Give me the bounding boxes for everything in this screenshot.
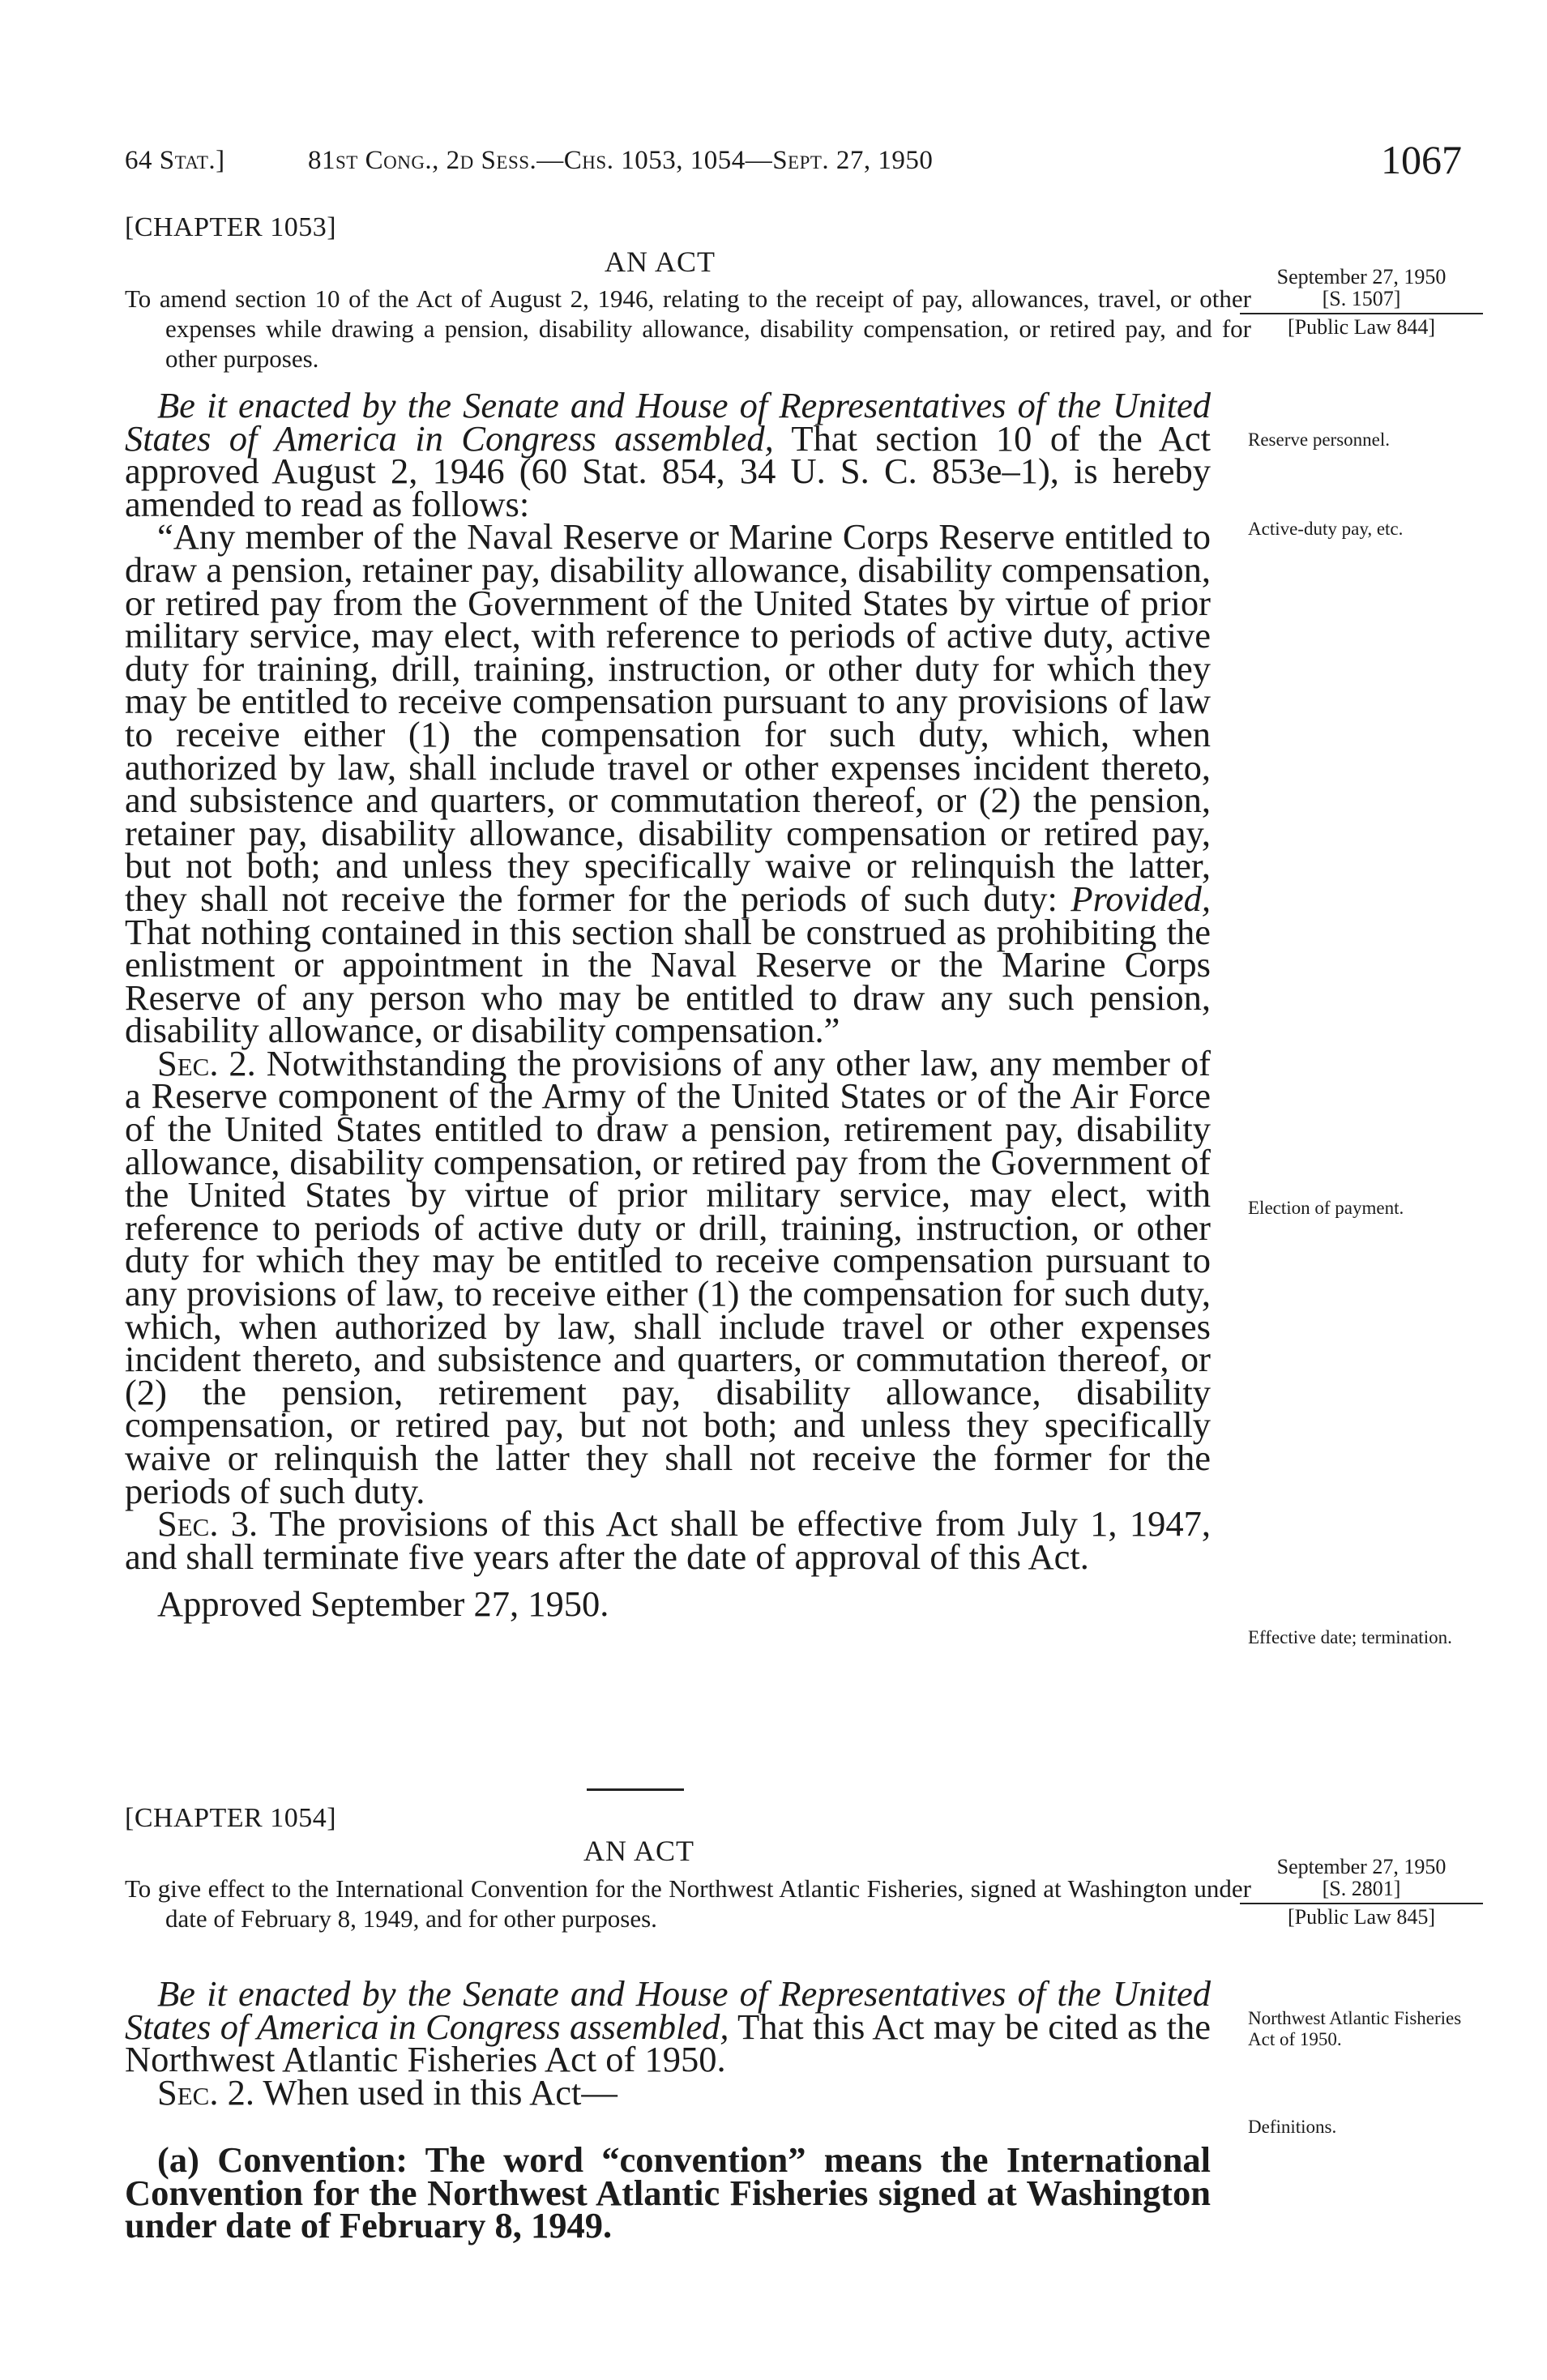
chapter-1053-quoted-part1: “Any member of the Naval Reserve or Marine Corps Reserve entitled to draw a pension, retainer pay, disability allowance, disability compensation, or retired pay from the Government of the United States by virtue of prior military service, may elect, with reference to periods of active duty, active duty for training, drill, training, instruction, or other duty for which they may be entitled to receive compensation pursuant to any provisions of law to receive either (1) the compensation for such duty, which, when authorized by law, shall include travel or other expenses incident thereto, and subsistence and quarters, or commutation thereof, or (2) the pension, retainer pay, disability allowance, disability compensation or retired pay, but not both; and unless they specifically waive or relinquish the latter, they shall not receive the former for the periods of such duty:	[125, 516, 1211, 919]
chapter-1053-side-reference	[1240, 266, 1483, 338]
chapter-1054-body	[125, 1973, 1211, 2113]
chapter-separator-rule	[587, 1788, 684, 1791]
chapter-1053-section-3	[125, 1503, 1211, 1577]
chapter-1053-label: [CHAPTER 1053]	[125, 212, 337, 242]
chapter-1053-enacting-rest: That section 10 of the Act approved August 2, 1946 (60 Stat. 854, 34 U. S. C. 853e–1), is hereby amended to read as follows:	[125, 417, 1212, 524]
chapter-1053-side-bill: [S. 1507]	[1322, 287, 1401, 310]
margin-note-effective-date: Effective date; termination.	[1248, 1627, 1452, 1647]
chapter-1053-section-2	[125, 1042, 1211, 1511]
margin-note-definitions: Definitions.	[1248, 2117, 1337, 2137]
chapter-1053-long-title: To amend section 10 of the Act of August 2, 1946, relating to the receipt of pay, allowances, travel, or other expenses while drawing a pension, disability allowance, disability compensation, or retired pay, and for other purposes.	[125, 284, 1251, 373]
chapter-1053-sec2-label: Sec. 2.	[157, 1042, 256, 1083]
chapter-1053-amended-section	[125, 516, 1211, 1051]
chapter-1053-sec3-text: The provisions of this Act shall be effective from July 1, 1947, and shall terminate five years after the date of approval of this Act.	[125, 1503, 1211, 1577]
page-number: 1067	[1381, 137, 1462, 182]
chapter-1054-side-bill: [S. 2801]	[1322, 1877, 1401, 1900]
chapter-1053-side-date: September 27, 1950	[1276, 265, 1447, 288]
chapter-1054-enacting-italic: Be it enacted by the Senate and House of Representatives of the United States of America in Congress assembled,	[125, 1973, 1211, 2047]
chapter-1054-enacting-rest: That this Act may be cited as the Northwest Atlantic Fisheries Act of 1950.	[125, 2006, 1211, 2080]
chapter-1054-side-date: September 27, 1950	[1276, 1855, 1447, 1878]
chapter-1054-enacting-clause	[125, 1973, 1211, 2080]
running-header-volume: 64 Stat.]	[125, 146, 225, 175]
chapter-1054-label: [CHAPTER 1054]	[125, 1803, 337, 1833]
chapter-1053-enacting-italic: Be it enacted by the Senate and House of Representatives of the United States of America in Congress assembled,	[125, 385, 1211, 459]
chapter-1053-approved: Approved September 27, 1950.	[157, 1583, 609, 1625]
margin-note-election-of-payment: Election of payment.	[1248, 1198, 1404, 1218]
chapter-1054-sec2-label: Sec. 2.	[157, 2071, 254, 2113]
margin-note-active-duty-pay: Active-duty pay, etc.	[1248, 519, 1404, 539]
chapter-1053-enacting-clause	[125, 385, 1212, 524]
chapter-1053-body	[125, 385, 1212, 1625]
chapter-1053-act-title: AN ACT	[605, 246, 716, 278]
chapter-1053-sec2-text: Notwithstanding the provisions of any other law, any member of a Reserve component of the Army of the United States or of the Air Force of the United States entitled to draw a pension, retirement pay, disability allowance, disability compensation, or retired pay from the Government of the United States by virtue of prior military service, may elect, with reference to periods of active duty or drill, training, instruction, or other duty for which they may be entitled to receive compensation pursuant to any provisions of law, to receive either (1) the compensation for such duty, which, when authorized by law, shall include travel or other expenses incident thereto, and subsistence and quarters, or commutation thereof, or (2) the pension, retirement pay, disability allowance, disability compensation, or retired pay, but not both; and unless they specifically waive or relinquish the latter they shall not receive the former for the periods of such duty.	[125, 1042, 1211, 1511]
chapter-1054-definition-a-block	[125, 2139, 1211, 2246]
chapter-1053-sec3-label: Sec. 3.	[157, 1503, 259, 1545]
running-header-session: 81st Cong., 2d Sess.—Chs. 1053, 1054—Sept. 27, 1950	[308, 146, 934, 175]
margin-note-reserve-personnel: Reserve personnel.	[1248, 429, 1390, 450]
chapter-1054-act-title: AN ACT	[583, 1835, 695, 1867]
chapter-1053-quoted-part2: That nothing contained in this section shall be construed as prohibiting the enlistment or appointment in the Naval Reserve or the Marine Corps Reserve of any person who may be entitled to draw any such pension, disability allowance, or disability compensation.”	[125, 911, 1211, 1051]
chapter-1054-side-law: [Public Law 845]	[1240, 1903, 1483, 1928]
chapter-1054-section-2	[125, 2071, 1211, 2113]
chapter-1054-long-title: To give effect to the International Convention for the Northwest Atlantic Fisheries, signed at Washington under date of February 8, 1949, and for other purposes.	[125, 1874, 1251, 1933]
margin-note-short-title: Northwest Atlantic Fisheries Act of 1950.	[1248, 2008, 1462, 2049]
chapter-1054-definition-a: (a) Convention: The word “convention” means the International Convention for the Northwest Atlantic Fisheries signed at Washington under date of February 8, 1949.	[125, 2139, 1211, 2246]
chapter-1053-side-law: [Public Law 844]	[1240, 313, 1483, 338]
chapter-1053-provided: Provided,	[1071, 878, 1211, 919]
chapter-1054-sec2-text: When used in this Act—	[263, 2071, 618, 2113]
chapter-1054-side-reference	[1240, 1856, 1483, 1928]
